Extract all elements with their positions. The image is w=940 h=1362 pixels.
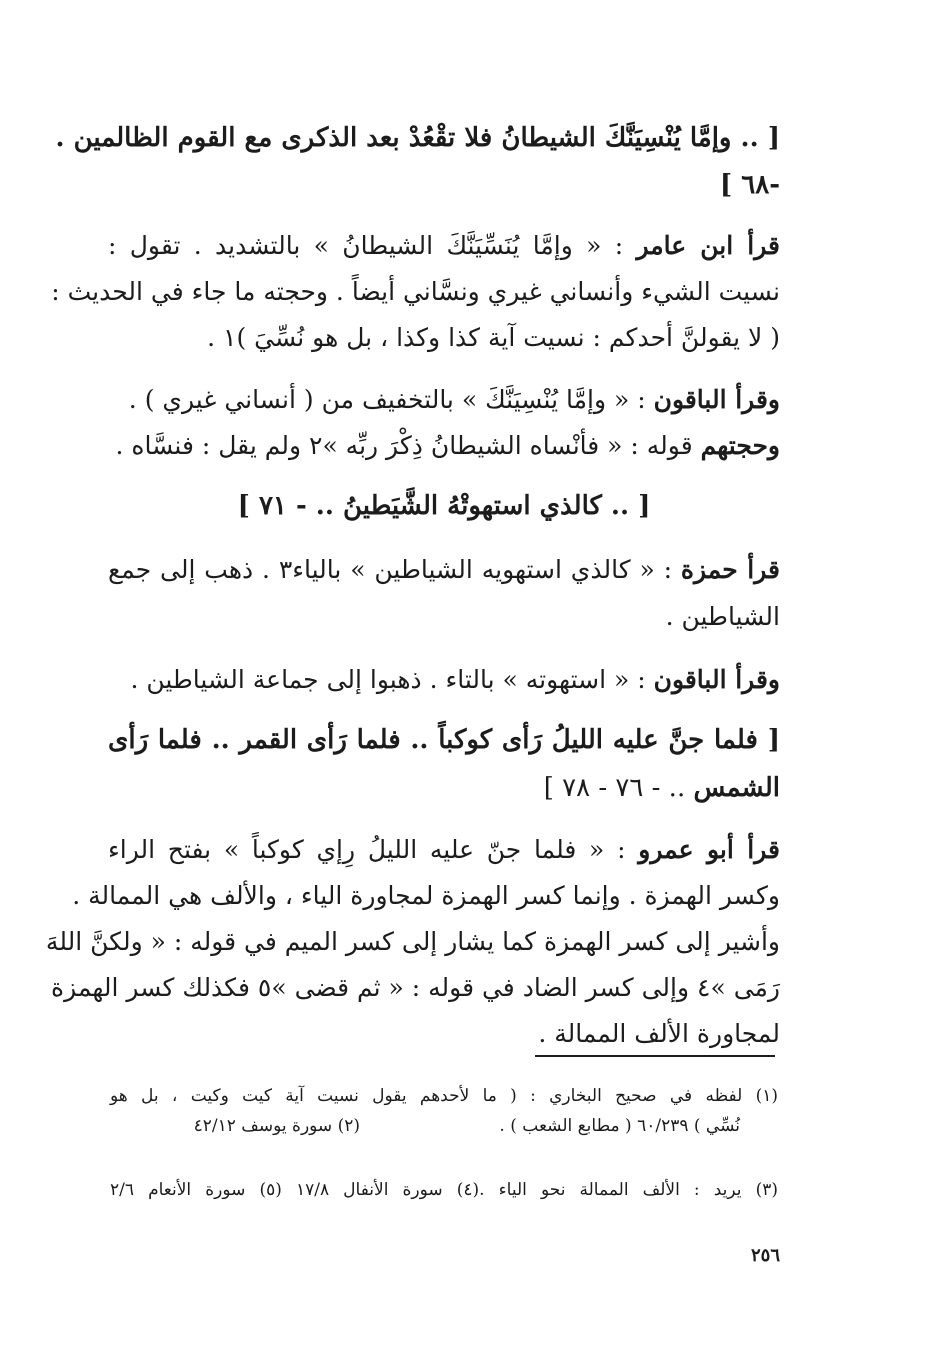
text-span: : « كالذي استهويه الشياطين » بالياء٣ . ذهب إلى جمع [108,555,681,584]
footnote-1-cont: نُسِّي ) ٦٠/٢٣٩ ( مطابع الشعب ) . [499,1116,740,1136]
paragraph-line: لمجاورة الألف الممالة . [538,1019,780,1048]
paragraph-line [108,380,780,420]
paragraph-line: الشياطين . [665,602,780,631]
paragraph-line [108,830,780,870]
verse-heading: [ .. كالذي استهوتْهُ الشَّيَطينُ .. - ٧١ ] [237,491,651,521]
paragraph-line: ( لا يقولنَّ أحدكم : نسيت آية كذا وكذا ، بل هو نُسِّيَ )١ . [207,323,780,352]
reader-name: قرأ أبو عمرو [638,835,780,864]
paragraph-line: نسيت الشيء وأنساني غيري ونسَّاني أيضاً . وحجته ما جاء في الحديث : [51,277,780,306]
verse-heading: [ فلما جنَّ عليه الليلُ رَأى كوكباً .. فلما رَأى القمر .. فلما رَأى [108,725,780,755]
paragraph-line: وأشير إلى كسر الهمزة كما يشار إلى كسر الميم في قوله : « ولكنَّ اللهَ [45,927,780,956]
verse-ref: .. - ٧٦ - ٧٨ ] [543,773,694,803]
footnote-2: (٢) سورة يوسف ٤٢/١٢ [193,1116,360,1136]
text-span: : « وإمَّا يُنَسِّيَنَّكَ الشيطانُ » بالتشديد . تقول : [108,231,637,260]
paragraph-line [108,426,780,466]
verse-word: الشمس [693,773,780,803]
verse-heading-end: -٦٨ ] [719,170,780,200]
paragraph-line [108,550,780,590]
reader-name: قرأ حمزة [680,555,781,584]
footnote-1: (١) لفظه في صحيح البخاري : ( ما لأحدهم يقول نسيت آية كيت وكيت ، بل هو [110,1086,778,1106]
argument-label: وحجتهم [700,431,780,460]
paragraph-line: وكسر الهمزة . وإنما كسر الهمزة لمجاورة الياء ، والألف هي الممالة . [72,881,780,910]
verse-heading: [ .. وإمَّا يُنْسِيَنَّكَ الشيطانُ فلا تقْعُدْ بعد الذكرى مع القوم الظالمين . [55,123,780,153]
paragraph-line: رَمَى »٤ وإلى كسر الضاد في قوله : « ثم قضى »٥ فكذلك كسر الهمزة [51,973,780,1002]
reader-name: وقرأ الباقون [653,665,780,694]
page-number: ٢٥٦ [750,1245,780,1266]
footnote-3: (٣) يريد : الألف الممالة نحو الياء .(٤) سورة الأنفال ١٧/٨ (٥) سورة الأنعام ٢/٦ [110,1180,778,1200]
text-span: قوله : « فأنْساه الشيطانُ ذِكْرَ ربِّه »٢ ولم يقل : فنسَّاه . [115,431,701,460]
paragraph-line [108,660,780,700]
text-span: : « وإمَّا يُنْسِيَنَّكَ » بالتخفيف من ( أنساني غيري ) . [128,385,654,414]
verse-heading-end [450,768,780,808]
footnote-separator [535,1055,775,1057]
text-span: : « فلما جنّ عليه الليلُ رِإي كوكباً » بفتح الراء [108,835,639,864]
reader-name: قرأ ابن عامر [636,231,780,260]
text-span: : « استهوته » بالتاء . ذهبوا إلى جماعة الشياطين . [130,665,654,694]
paragraph-line [108,226,780,266]
reader-name: وقرأ الباقون [653,385,780,414]
